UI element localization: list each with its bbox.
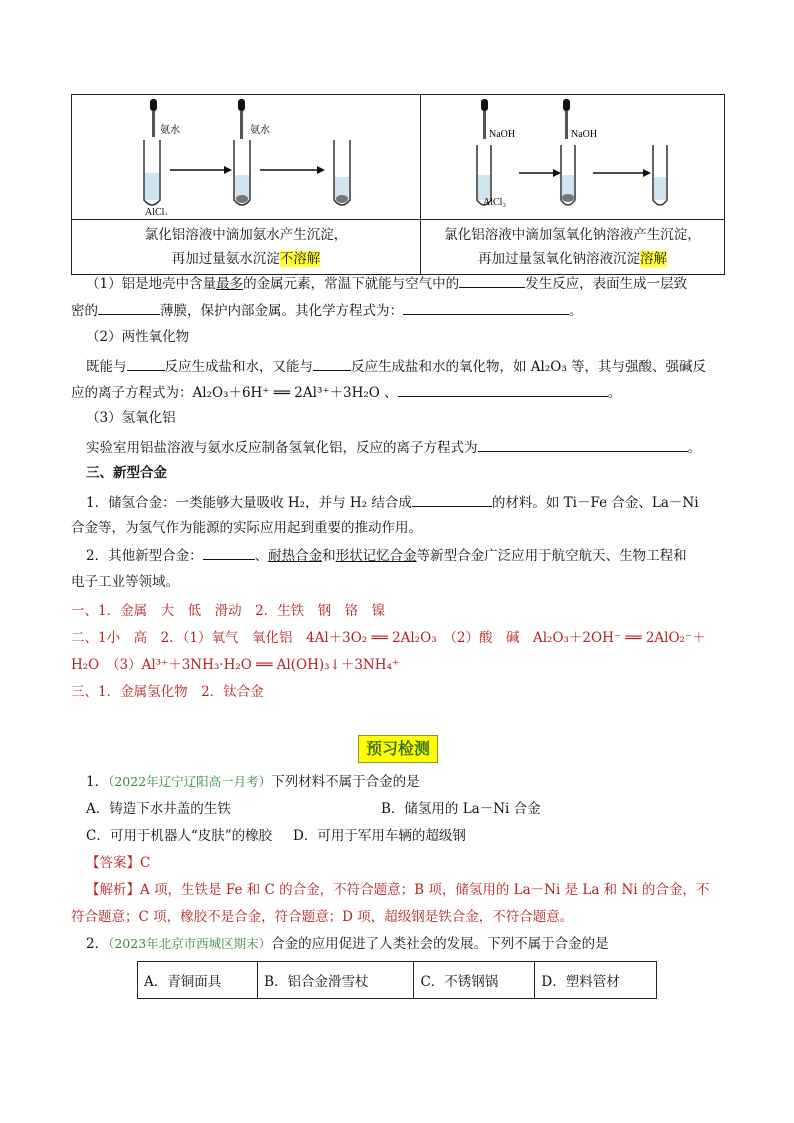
ammonia-experiment-figure — [72, 95, 421, 220]
test-tube-icon — [561, 99, 575, 205]
question-2-options-table — [137, 961, 657, 999]
ammonia-experiment-diagram — [72, 95, 420, 215]
question-1-option-b[interactable]: B．储氢用的 La－Ni 合金 — [381, 801, 541, 817]
paragraph-hydrogen-storage-cont: 合金等，为氢气作为能源的实际应用起到重要的推动作用。 — [71, 520, 422, 536]
question-1-option-d[interactable]: D．可用于军用车辆的超级钢 — [293, 828, 466, 844]
experiment-table — [71, 94, 725, 275]
caption-line: 氯化铝溶液中滴加氢氧化钠溶液产生沉淀， — [444, 227, 701, 243]
paragraph-amphoteric-cont: 应的离子方程式为：Al₂O₃＋6H⁺ ══ 2Al³⁺＋3H₂O 、 。 — [71, 382, 621, 403]
question-2-option-b[interactable]: B．铝合金滑雪杖 — [258, 962, 414, 999]
test-tube-icon — [144, 99, 160, 205]
answer-blank[interactable] — [127, 356, 165, 371]
reagent-label: 氨水 — [160, 125, 180, 136]
section-banner: 预习检测 — [358, 735, 438, 763]
caption-line: 氯化铝溶液中滴加氨水产生沉淀， — [144, 227, 348, 243]
answer-blank[interactable] — [412, 492, 492, 507]
solution-label: AlCl₃ — [145, 207, 168, 215]
question-1-analysis-cont: 符合题意；C 项，橡胶不是合金，符合题意；D 项，超级钢是铁合金，不符合题意。 — [71, 909, 574, 925]
arrow-icon — [593, 169, 651, 177]
question-1-option-a[interactable]: A．铸造下水井盖的生铁 — [86, 801, 231, 817]
solution-label: AlCl₃ — [483, 197, 506, 208]
naoh-experiment-figure — [421, 95, 725, 220]
answer-blank[interactable] — [203, 545, 255, 560]
answer-key-line: H₂O （3）Al³⁺＋3NH₃·H₂O ══ Al(OH)₃↓＋3NH₄⁺ — [71, 657, 400, 673]
answer-blank[interactable] — [403, 300, 569, 315]
test-tube-icon — [477, 99, 491, 205]
paragraph-hydroxide: 实验室用铝盐溶液与氨水反应制备氢氧化铝，反应的离子方程式为 。 — [86, 437, 701, 458]
paragraph-other-alloys: 2．其他新型合金： 、耐热合金和形状记忆合金等新型合金广泛应用于航空航天、生物工程和 — [86, 545, 687, 566]
question-1-answer: 【答案】C — [86, 855, 151, 871]
answer-blank[interactable] — [313, 356, 351, 371]
reagent-label: NaOH — [571, 129, 598, 140]
reagent-label: NaOH — [489, 129, 516, 140]
ammonia-caption — [72, 220, 421, 275]
caption-line: 再加过量氢氧化钠溶液沉淀溶解 — [478, 251, 667, 267]
question-2-option-d[interactable]: D．塑料管材 — [535, 962, 657, 999]
naoh-caption — [421, 220, 725, 275]
subheading-hydroxide: （3）氢氧化铝 — [86, 410, 176, 426]
subheading-amphoteric: （2）两性氧化物 — [86, 329, 190, 345]
caption-line: 再加过量氨水沉淀不溶解 — [171, 251, 321, 267]
reagent-label: 氨水 — [250, 125, 270, 136]
highlight-text: 不溶解 — [279, 251, 321, 267]
arrow-icon — [519, 169, 561, 177]
section-heading-new-alloys: 三、新型合金 — [86, 465, 167, 481]
paragraph-other-alloys-cont: 电子工业等领域。 — [71, 574, 179, 590]
question-1-stem: 1．（2022年辽宁辽阳高一月考）下列材料不属于合金的是 — [86, 774, 420, 790]
paragraph-amphoteric: 既能与 反应生成盐和水，又能与 反应生成盐和水的氧化物，如 Al₂O₃ 等，其与强酸、强碱反 — [86, 356, 706, 377]
test-tube-icon — [334, 140, 350, 205]
question-2-option-a[interactable]: A．青铜面具 — [138, 962, 258, 999]
answer-blank[interactable] — [98, 300, 160, 315]
answer-key-line: 二、1小 高 2．（1）氧气 氧化铝 4Al＋3O₂ ══ 2Al₂O₃ （2）酸 碱 Al₂O₃＋2OH⁻ ══ 2AlO₂⁻＋ — [71, 630, 706, 646]
arrow-icon — [260, 166, 325, 174]
question-source: （2023年北京市西城区期末） — [108, 936, 272, 951]
answer-key-line: 三、1．金属氢化物 2．钛合金 — [71, 684, 264, 700]
answer-blank[interactable] — [459, 273, 525, 288]
paragraph-aluminum-cont: 密的 薄膜，保护内部金属。其化学方程式为： 。 — [71, 300, 583, 321]
answer-blank[interactable] — [478, 437, 688, 452]
naoh-experiment-diagram — [421, 95, 724, 215]
question-1-analysis: 【解析】A 项，生铁是 Fe 和 C 的合金，不符合题意；B 项，储氢用的 La－Ni 是 La 和 Ni 的合金，不 — [86, 882, 710, 898]
paragraph-hydrogen-storage: 1．储氢合金：一类能够大量吸收 H₂，并与 H₂ 结合成 的材料。如 Ti－Fe 合金、La－Ni — [86, 492, 699, 513]
arrow-icon — [170, 166, 232, 174]
question-2-stem: 2．（2023年北京市西城区期末）合金的应用促进了人类社会的发展。下列不属于合金的是 — [86, 936, 609, 952]
test-tube-icon — [234, 99, 250, 205]
question-2-option-c[interactable]: C．不锈钢锅 — [414, 962, 535, 999]
highlight-text: 溶解 — [640, 251, 667, 267]
question-source: （2022年辽宁辽阳高一月考） — [108, 774, 272, 789]
paragraph-aluminum: （1）铝是地壳中含量最多的金属元素，常温下就能与空气中的 发生反应，表面生成一层致 — [86, 273, 687, 294]
question-1-option-c[interactable]: C．可用于机器人“皮肤”的橡胶 — [86, 828, 273, 844]
test-tube-icon — [653, 145, 667, 205]
answer-blank[interactable] — [398, 382, 608, 397]
answer-key-line: 一、1．金属 大 低 滑动 2．生铁 钢 铬 镍 — [71, 603, 386, 619]
